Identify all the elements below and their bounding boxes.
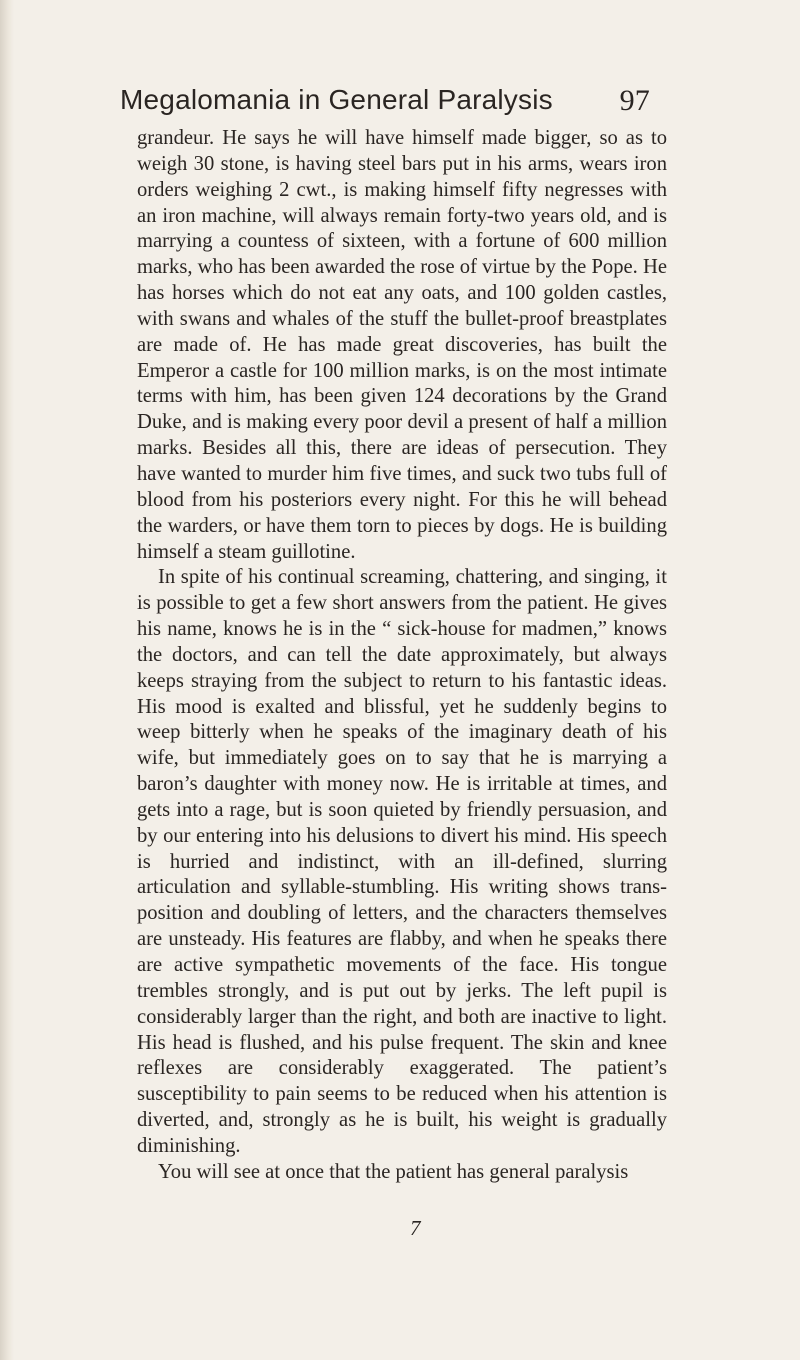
paragraph: In spite of his continual screaming, chattering, and singing, it is possible to get a few short answers from the patient. He gives his name, knows he is in the “ sick-house for madmen,” knows the doctors, and can tell the date approximately, but always keeps straying from the subject to return to his fantastic ideas. His mood is exalted and blissful, yet he suddenly begins to weep bitterly when he speaks of the imaginary death of his wife, but immediately goes on to say that he is marrying a baron’s daughter with money now. He is irritable at times, and gets into a rage, but is soon quieted by friendly persuasion, and by our entering into his delusions to divert his mind. His speech is hurried and indistinct, with an ill-defined, slurring articulation and syllable-stumbling. His writing shows trans- position and doubling of letters, and the characters themselves are unsteady. His features are flabby, and when he speaks there are active sympathetic movements of the face. His tongue trembles strongly, and is put out by jerks. The left pupil is considerably larger than the right, and both are inactive to light. His head is flushed, and his pulse frequent. The skin and knee reflexes are considerably exaggerated. The patient’s susceptibility to pain seems to be reduced when his attention is diverted, and, strongly as he is built, his weight is gradually diminishing. [137, 566, 667, 1157]
signature-mark: 7 [410, 1216, 421, 1240]
running-head [120, 78, 650, 122]
body-text [137, 126, 667, 1186]
paragraph: grandeur. He says he will have himself made bigger, so as to weigh 30 stone, is having steel bars put in his arms, wears iron orders weighing 2 cwt., is making himself fifty negresses with an iron machine, will always remain forty-two years old, and is marrying a countess of sixteen, with a fortune of 600 million marks, who has been awarded the rose of virtue by the Pope. He has horses which do not eat any oats, and 100 golden castles, with swans and whales of the stuff the bullet-proof breastplates are made of. He has made great discoveries, has built the Emperor a castle for 100 million marks, is on the most intimate terms with him, has been given 124 decorations by the Grand Duke, and is making every poor devil a present of half a million marks. Besides all this, there are ideas of persecution. They have wanted to murder him five times, and suck two tubs full of blood from his posteriors every night. For this he will behead the warders, or have them torn to pieces by dogs. He is building himself a steam guillotine. [137, 127, 667, 563]
paragraph: You will see at once that the patient has general paralysis [158, 1160, 629, 1183]
page-number: 97 [619, 84, 650, 117]
running-title: Megalomania in General Paralysis [120, 84, 553, 115]
